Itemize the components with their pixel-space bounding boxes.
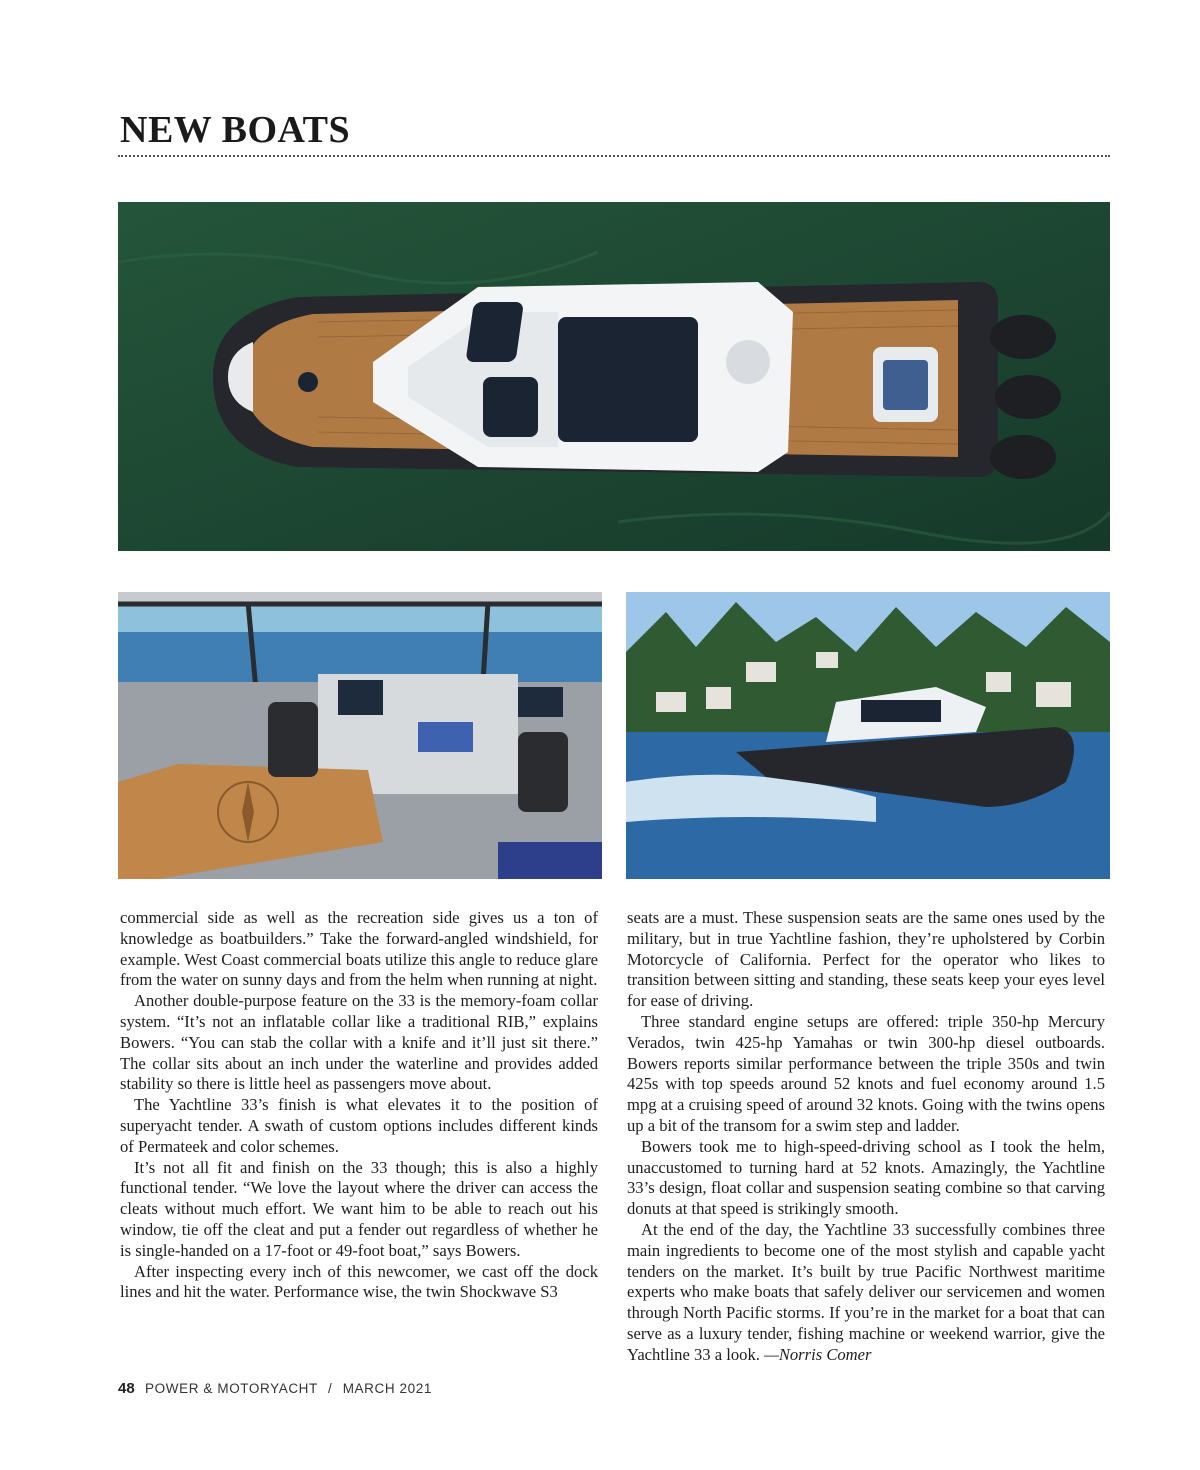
paragraph: Another double-purpose feature on the 33 is the memory-foam collar system. “It’s not an inflatable collar like a traditional RIB,” explains Bowers. “You can stab the collar with a knife and it’ll just sit there.” The collar sits about an inch under the waterline and provides added stability so there is little heel as passengers move about. bbox=[120, 991, 598, 1094]
final-paragraph-text: At the end of the day, the Yachtline 33 successfully combines three main ingredients to become one of the most stylish and capable yacht tenders on the market. It’s built by true Pacific Northwest maritime experts who make boats that safely deliver our servicemen and women through North Pacific storms. If you’re in the market for a boat that can serve as a luxury tender, fishing machine or weekend warrior, give the Yachtline 33 a look. bbox=[627, 1219, 1105, 1364]
section-title: NEW BOATS bbox=[120, 109, 351, 151]
author-byline: —Norris Comer bbox=[764, 1344, 872, 1364]
cabin-interior-photo bbox=[118, 592, 602, 879]
paragraph: The Yachtline 33’s finish is what elevates it to the position of superyacht tender. A swath of custom options includes different kinds of Permateek and color schemes. bbox=[120, 1095, 598, 1156]
boat-aerial-photo bbox=[118, 202, 1110, 551]
boat-running-photo bbox=[626, 592, 1110, 879]
paragraph: seats are a must. These suspension seats are the same ones used by the military, but in true Yachtline fashion, they’re upholstered by Corbin Motorcycle of California. Perfect for the operator who likes to transition between sitting and standing, these seats keep your eyes level for ease of driving. bbox=[627, 908, 1105, 1011]
paragraph: After inspecting every inch of this newcomer, we cast off the dock lines and hit the water. Performance wise, the twin Shockwave S3 bbox=[120, 1261, 598, 1302]
issue-date: MARCH 2021 bbox=[342, 1381, 432, 1396]
paragraph: It’s not all fit and finish on the 33 though; this is also a highly functional tender. “We love the layout where the driver can access the cleats without much effort. We want him to be able to reach out his window, tie off the cleat and put a fender out regardless of whether he is single-handed on a 17-foot or 49-foot boat,” says Bowers. bbox=[120, 1157, 598, 1260]
article-column-right bbox=[627, 908, 1105, 1366]
paragraph-final bbox=[627, 1220, 1105, 1366]
article-column-left bbox=[120, 908, 598, 1303]
page-number: 48 bbox=[118, 1380, 135, 1397]
title-divider bbox=[118, 155, 1110, 157]
publication-name: POWER & MOTORYACHT bbox=[145, 1381, 318, 1396]
paragraph: commercial side as well as the recreation side gives us a ton of knowledge as boatbuilders.” Take the forward-angled windshield, for example. West Coast commercial boats utilize this angle to reduce glare from the water on sunny days and from the helm when running at night. bbox=[120, 908, 598, 990]
page-footer bbox=[118, 1380, 432, 1397]
paragraph: Bowers took me to high-speed-driving school as I took the helm, unaccustomed to turning hard at 52 knots. Amazingly, the Yachtline 33’s design, float collar and suspension seating combine so that carving donuts at that speed is strikingly smooth. bbox=[627, 1136, 1105, 1219]
paragraph: Three standard engine setups are offered: triple 350-hp Mercury Verados, twin 425-hp Yamahas or twin 300-hp diesel outboards. Bowers reports similar performance between the triple 350s and twin 425s with top speeds around 52 knots and fuel economy around 1.5 mpg at a cruising speed of around 32 knots. Going with the twins opens up a bit of the transom for a swim step and ladder. bbox=[627, 1011, 1105, 1135]
footer-separator: / bbox=[327, 1381, 333, 1396]
